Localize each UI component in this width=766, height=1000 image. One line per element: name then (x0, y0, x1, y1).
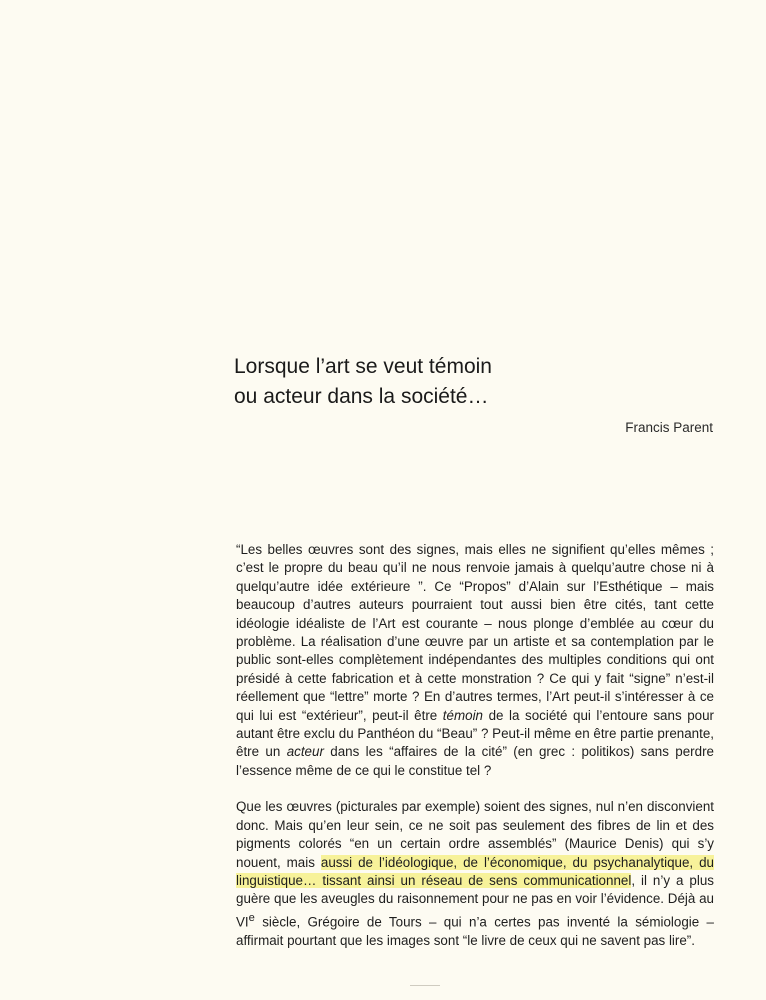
article-title-line-1: Lorsque l’art se veut témoin (234, 355, 492, 378)
paragraph-2-part-3: siècle, Grégoire de Tours – qui n’a certes pas inventé la sémiologie – affirmait pourtant que les images sont “le livre de ceux qui ne savent pas lire”. (236, 914, 714, 948)
scan-mark (410, 985, 440, 986)
paragraph-1 (236, 541, 714, 780)
paragraph-1-part-1: “Les belles œuvres sont des signes, mais elles ne signifient qu’elles mêmes ; c’est le propre du beau qu’il ne nous renvoie jamais à quelqu’autre chose ni à quelqu’autre idée extérieure ”. Ce “Propos” d’Alain sur l’Esthétique – mais beaucoup d’autres auteurs pourraient tout aussi bien être cités, tant cette idéologie idéaliste de l’Art est courante – nous plonge d’emblée au cœur du problème. La réalisation d’une œuvre par un artiste et sa contemplation par le public sont-elles complètement indépendantes des multiples conditions qui ont présidé à cette fabrication et à cette monstration ? Ce qui y fait “signe” n’est-il réellement que “lettre” morte ? En d’autres termes, l’Art peut-il s’intéresser à ce qui lui est “extérieur”, peut-il être (236, 542, 714, 723)
article-body (236, 541, 714, 968)
emphasis-acteur: acteur (286, 744, 324, 760)
article-title-line-2: ou acteur dans la société… (234, 385, 489, 408)
paragraph-1-part-2: de la société qui l’entoure sans pour autant être exclu du Panthéon du “Beau” ? Peut-il même en être partie prenante, être un (236, 707, 715, 760)
paragraph-1-part-3: dans les “affaires de la cité” (en grec : politikos) sans perdre l’essence même de ce qui le constitue tel ? (236, 744, 714, 778)
paragraph-2-part-2: , il n’y a plus guère que les aveugles du raisonnement pour ne pas en voir l’évidence. Déjà au VI (236, 872, 714, 930)
highlighted-passage: aussi de l’idéologique, de l’économique, du psychanalytique, du linguistique… tissant ainsi un réseau de sens communicationnel (236, 854, 714, 888)
paragraph-2 (236, 798, 714, 950)
century-superscript: e (248, 911, 255, 924)
emphasis-temoin: témoin (442, 707, 483, 723)
article-title (234, 352, 634, 412)
author-name: Francis Parent (625, 420, 713, 435)
paragraph-2-part-1: Que les œuvres (picturales par exemple) soient des signes, nul n’en disconvient donc. Mais qu’en leur sein, ce ne soit pas seulement des fibres de lin et des pigments colorés “en un certain ordre assemblés” (Maurice Denis) qui s’y nouent, mais (236, 799, 714, 870)
